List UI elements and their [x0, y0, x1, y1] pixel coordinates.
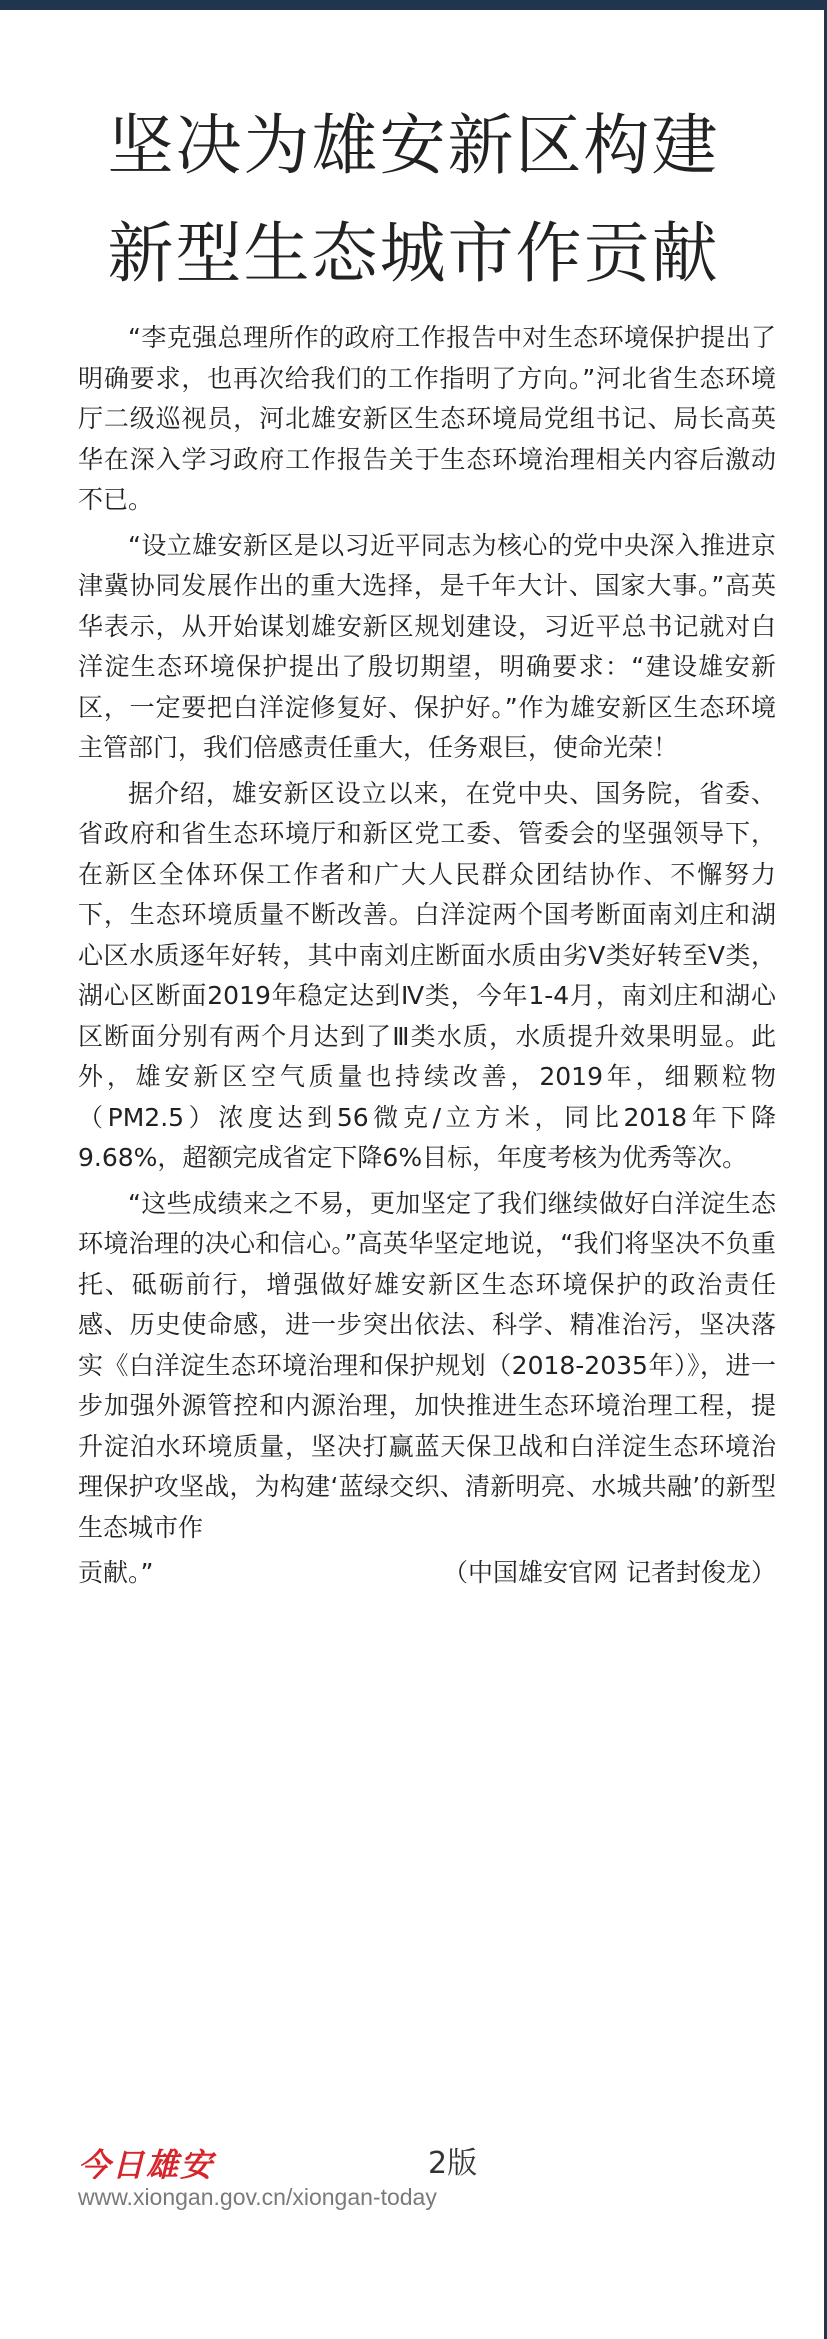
footer-url: www.xiongan.gov.cn/xiongan-today: [78, 2184, 437, 2210]
article-body: [78, 318, 776, 1594]
closing-line: [78, 1553, 776, 1594]
brand-logo: 今日雄安: [78, 2146, 215, 2184]
title-line-1: 坚决为雄安新区构建: [107, 107, 720, 184]
page-number: 2版: [428, 2146, 478, 2181]
title-line-2: 新型生态城市作贡献: [107, 215, 720, 292]
paragraph-3: 据介绍，雄安新区设立以来，在党中央、国务院，省委、省政府和省生态环境厅和新区党工委、管委会的坚强领导下，在新区全体环保工作者和广大人民群众团结协作、不懈努力下，生态环境质量不断改善。白洋淀两个国考断面南刘庄和湖心区水质逐年好转，其中南刘庄断面水质由劣Ⅴ类好转至Ⅴ类，湖心区断面2019年稳定达到Ⅳ类，今年1-4月，南刘庄和湖心区断面分别有两个月达到了Ⅲ类水质，水质提升效果明显。此外，雄安新区空气质量也持续改善，2019年，细颗粒物（PM2.5）浓度达到56微克/立方米，同比2018年下降9.68%，超额完成省定下降6%目标，年度考核为优秀等次。: [78, 778, 776, 1172]
byline: （中国雄安官网 记者封俊龙）: [443, 1558, 776, 1587]
article-title: [0, 92, 827, 308]
paragraph-4-ending: 贡献。”: [78, 1558, 154, 1587]
paragraph-1: “李克强总理所作的政府工作报告中对生态环境保护提出了明确要求，也再次给我们的工作指明了方向。”河北省生态环境厅二级巡视员，河北雄安新区生态环境局党组书记、局长高英华在深入学习政府工作报告关于生态环境治理相关内容后激动不已。: [78, 323, 776, 514]
paragraph-4: “这些成绩来之不易，更加坚定了我们继续做好白洋淀生态环境治理的决心和信心。”高英华坚定地说，“我们将坚决不负重托、砥砺前行，增强做好雄安新区生态环境保护的政治责任感、历史使命感，进一步突出依法、科学、精准治污，坚决落实《白洋淀生态环境治理和保护规划（2018-2035年）》，进一步加强外源管控和内源治理，加快推进生态环境治理工程，提升淀泊水环境质量，坚决打赢蓝天保卫战和白洋淀生态环境治理保护攻坚战，为构建‘蓝绿交织、清新明亮、水城共融’的新型生态城市作: [78, 1188, 776, 1542]
paragraph-2: “设立雄安新区是以习近平同志为核心的党中央深入推进京津冀协同发展作出的重大选择，是千年大计、国家大事。”高英华表示，从开始谋划雄安新区规划建设，习近平总书记就对白洋淀生态环境保护提出了殷切期望，明确要求：“建设雄安新区，一定要把白洋淀修复好、保护好。”作为雄安新区生态环境主管部门，我们倍感责任重大，任务艰巨，使命光荣！: [78, 530, 776, 762]
top-color-bar: [0, 0, 827, 10]
